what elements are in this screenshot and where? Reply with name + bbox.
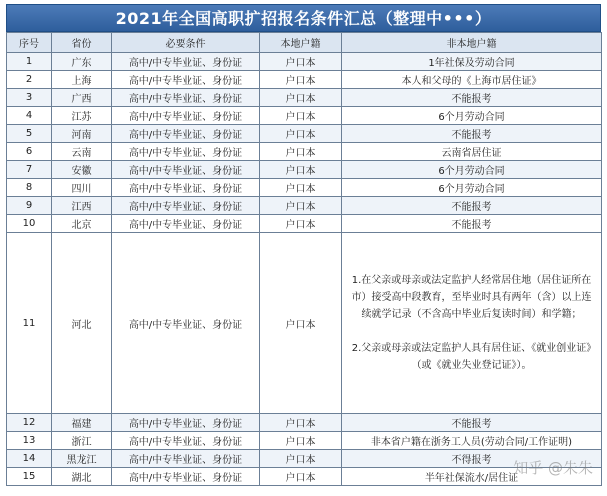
cell-province: 云南: [52, 143, 112, 161]
cell-required: 高中/中专毕业证、身份证: [112, 450, 260, 468]
cell-local: 户口本: [260, 432, 342, 450]
cell-nonlocal: 本人和父母的《上海市居住证》: [342, 71, 602, 89]
cell-local: 户口本: [260, 468, 342, 486]
cell-local: 户口本: [260, 197, 342, 215]
cell-required: 高中/中专毕业证、身份证: [112, 414, 260, 432]
paragraph-gap: [350, 323, 593, 340]
cell-nonlocal: 半年社保流水/居住证: [342, 468, 602, 486]
table-row: [7, 71, 602, 89]
requirements-table: [6, 32, 602, 486]
cell-nonlocal: 1年社保及劳动合同: [342, 53, 602, 71]
cell-num: 9: [7, 197, 52, 215]
cell-nonlocal: 不能报考: [342, 215, 602, 233]
cell-required: 高中/中专毕业证、身份证: [112, 89, 260, 107]
cell-local: 户口本: [260, 414, 342, 432]
cell-required: 高中/中专毕业证、身份证: [112, 215, 260, 233]
cell-num: 4: [7, 107, 52, 125]
cell-local: 户口本: [260, 71, 342, 89]
cell-num: 13: [7, 432, 52, 450]
table-row: [7, 53, 602, 71]
cell-province: 广东: [52, 53, 112, 71]
cell-local: 户口本: [260, 89, 342, 107]
header-row: [7, 33, 602, 53]
cell-local: 户口本: [260, 233, 342, 414]
cell-required: 高中/中专毕业证、身份证: [112, 197, 260, 215]
cell-num: 14: [7, 450, 52, 468]
cell-province: 湖北: [52, 468, 112, 486]
col-header-province: 省份: [52, 33, 112, 53]
cell-province: 河北: [52, 233, 112, 414]
table-row: [7, 161, 602, 179]
cell-num: 7: [7, 161, 52, 179]
cell-local: 户口本: [260, 215, 342, 233]
cell-province: 福建: [52, 414, 112, 432]
table-body-top: [7, 53, 602, 233]
cell-province: 安徽: [52, 161, 112, 179]
cell-num: 3: [7, 89, 52, 107]
cell-province: 浙江: [52, 432, 112, 450]
cell-num: 2: [7, 71, 52, 89]
table-body-hebei: [7, 233, 602, 414]
cell-local: 户口本: [260, 53, 342, 71]
sheet-title: 2021年全国高职扩招报名条件汇总（整理中•••）: [6, 4, 601, 32]
cell-num: 5: [7, 125, 52, 143]
table-row: [7, 125, 602, 143]
cell-required: 高中/中专毕业证、身份证: [112, 53, 260, 71]
cell-nonlocal: 非本省户籍在浙务工人员(劳动合同/工作证明): [342, 432, 602, 450]
cell-required: 高中/中专毕业证、身份证: [112, 179, 260, 197]
cell-nonlocal: 云南省居住证: [342, 143, 602, 161]
cell-nonlocal: 不能报考: [342, 89, 602, 107]
cell-local: 户口本: [260, 179, 342, 197]
cell-province: 江苏: [52, 107, 112, 125]
col-header-local: 本地户籍: [260, 33, 342, 53]
table-row: [7, 432, 602, 450]
cell-num: 12: [7, 414, 52, 432]
table-row: [7, 215, 602, 233]
cell-province: 广西: [52, 89, 112, 107]
cell-required: 高中/中专毕业证、身份证: [112, 107, 260, 125]
cell-local: 户口本: [260, 107, 342, 125]
table-row: [7, 179, 602, 197]
table-row: [7, 143, 602, 161]
table-row: [7, 107, 602, 125]
cell-nonlocal: 6个月劳动合同: [342, 179, 602, 197]
cell-required: 高中/中专毕业证、身份证: [112, 143, 260, 161]
nonlocal-paragraph-2: 2.父亲或母亲或法定监护人具有居住证、《就业创业证》（或《就业失业登记证》）。: [351, 343, 592, 371]
cell-required: 高中/中专毕业证、身份证: [112, 125, 260, 143]
cell-num: 6: [7, 143, 52, 161]
cell-province: 北京: [52, 215, 112, 233]
cell-num: 11: [7, 233, 52, 414]
cell-local: 户口本: [260, 143, 342, 161]
cell-required: 高中/中专毕业证、身份证: [112, 468, 260, 486]
cell-local: 户口本: [260, 161, 342, 179]
cell-nonlocal: 不得报考: [342, 450, 602, 468]
cell-nonlocal: 不能报考: [342, 197, 602, 215]
cell-num: 15: [7, 468, 52, 486]
cell-nonlocal-multiline: [342, 233, 602, 414]
cell-required: 高中/中专毕业证、身份证: [112, 432, 260, 450]
table-row-hebei: [7, 233, 602, 414]
cell-num: 10: [7, 215, 52, 233]
watermark-text: 知乎 @朱朱: [513, 459, 593, 477]
cell-num: 8: [7, 179, 52, 197]
col-header-num: 序号: [7, 33, 52, 53]
cell-nonlocal: 6个月劳动合同: [342, 107, 602, 125]
cell-nonlocal: 不能报考: [342, 414, 602, 432]
nonlocal-paragraph-1: 1.在父亲或母亲或法定监护人经常居住地（居住证所在市）接受高中段教育，至毕业时具有两年（含）以上连续就学记录（不含高中毕业后复读时间）和学籍；: [351, 275, 592, 320]
table-row: [7, 414, 602, 432]
table-row: [7, 197, 602, 215]
cell-province: 上海: [52, 71, 112, 89]
cell-province: 四川: [52, 179, 112, 197]
cell-nonlocal: 6个月劳动合同: [342, 161, 602, 179]
cell-num: 1: [7, 53, 52, 71]
cell-local: 户口本: [260, 450, 342, 468]
cell-required: 高中/中专毕业证、身份证: [112, 161, 260, 179]
cell-province: 河南: [52, 125, 112, 143]
col-header-required: 必要条件: [112, 33, 260, 53]
cell-required: 高中/中专毕业证、身份证: [112, 233, 260, 414]
requirements-sheet: [6, 4, 601, 486]
cell-province: 黑龙江: [52, 450, 112, 468]
col-header-nonlocal: 非本地户籍: [342, 33, 602, 53]
cell-nonlocal: 不能报考: [342, 125, 602, 143]
cell-local: 户口本: [260, 125, 342, 143]
table-row: [7, 89, 602, 107]
cell-province: 江西: [52, 197, 112, 215]
cell-required: 高中/中专毕业证、身份证: [112, 71, 260, 89]
